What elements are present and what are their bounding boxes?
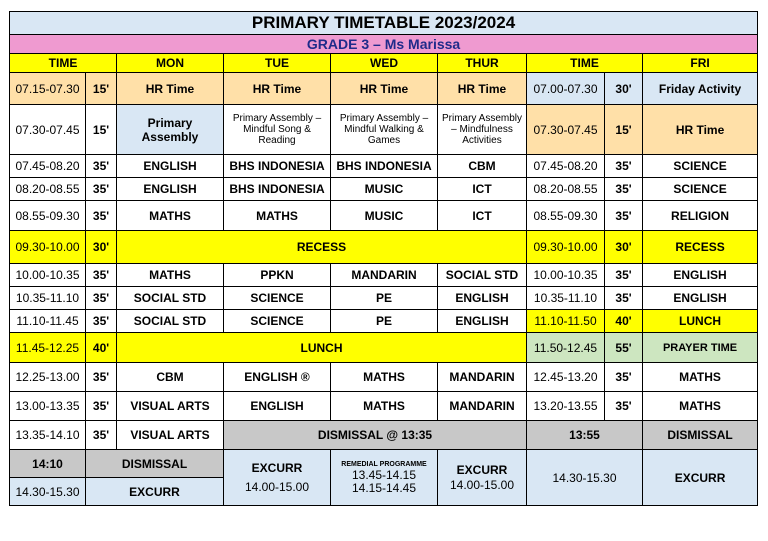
fri-duration-cell: 35' <box>605 363 643 392</box>
time-cell: 08.20-08.55 <box>10 178 86 201</box>
wed-cell: MATHS <box>331 363 438 392</box>
fri-time-cell: 10.00-10.35 <box>527 264 605 287</box>
fri-time-cell: 12.45-13.20 <box>527 363 605 392</box>
fri-duration-cell: 55' <box>605 333 643 363</box>
fri-time-cell: 10.35-11.10 <box>527 287 605 310</box>
table-row <box>10 201 758 231</box>
wed-cell: MATHS <box>331 392 438 421</box>
fri-time-cell: 07.45-08.20 <box>527 155 605 178</box>
thur-excurr-cell <box>438 450 527 506</box>
header-row <box>10 54 758 73</box>
duration-cell: 35' <box>86 310 117 333</box>
duration-cell: 35' <box>86 392 117 421</box>
mon-cell: ENGLISH <box>117 178 224 201</box>
wed-cell: MANDARIN <box>331 264 438 287</box>
wed-cell: HR Time <box>331 73 438 105</box>
wed-cell: PE <box>331 287 438 310</box>
fri-duration-cell: 35' <box>605 264 643 287</box>
time-cell: 07.30-07.45 <box>10 105 86 155</box>
tue-cell: MATHS <box>224 201 331 231</box>
duration-cell: 35' <box>86 421 117 450</box>
tue-cell: Primary Assembly – Mindful Song & Reading <box>224 105 331 155</box>
tue-cell: BHS INDONESIA <box>224 178 331 201</box>
time-cell: 08.55-09.30 <box>10 201 86 231</box>
tue-excurr-cell <box>224 450 331 506</box>
header-wed: WED <box>331 54 438 73</box>
fri-duration-cell: 35' <box>605 155 643 178</box>
duration-cell: 40' <box>86 333 117 363</box>
time-cell: 14.30-15.30 <box>10 478 86 506</box>
mon-cell: Primary Assembly <box>117 105 224 155</box>
table-row <box>10 178 758 201</box>
fri-duration-cell: 35' <box>605 178 643 201</box>
mon-cell: SOCIAL STD <box>117 310 224 333</box>
header-time: TIME <box>10 54 117 73</box>
duration-cell: 15' <box>86 105 117 155</box>
fri-time-cell: 11.50-12.45 <box>527 333 605 363</box>
table-row <box>10 421 758 450</box>
mon-cell: HR Time <box>117 73 224 105</box>
wed-cell: PE <box>331 310 438 333</box>
fri-cell: MATHS <box>643 363 758 392</box>
table-row <box>10 392 758 421</box>
header-time-fri: TIME <box>527 54 643 73</box>
excurr-time: 14.00-15.00 <box>244 479 310 494</box>
header-fri: FRI <box>643 54 758 73</box>
mon-cell: VISUAL ARTS <box>117 421 224 450</box>
excurr-cell: EXCURR <box>86 478 224 506</box>
fri-time-cell: 13:55 <box>527 421 643 450</box>
fri-excurr-cell: EXCURR <box>643 450 758 506</box>
fri-time-cell: 08.20-08.55 <box>527 178 605 201</box>
fri-time-cell: 08.55-09.30 <box>527 201 605 231</box>
fri-duration-cell: 30' <box>605 231 643 264</box>
time-cell: 10.35-11.10 <box>10 287 86 310</box>
timetable <box>9 11 758 506</box>
header-tue: TUE <box>224 54 331 73</box>
thur-cell: HR Time <box>438 73 527 105</box>
time-cell: 13.00-13.35 <box>10 392 86 421</box>
dismissal-cell: DISMISSAL <box>86 450 224 478</box>
wed-cell: BHS INDONESIA <box>331 155 438 178</box>
time-cell: 11.45-12.25 <box>10 333 86 363</box>
fri-cell: SCIENCE <box>643 178 758 201</box>
thur-cell: ENGLISH <box>438 287 527 310</box>
fri-time-cell: 14.30-15.30 <box>527 450 643 506</box>
page-title: PRIMARY TIMETABLE 2023/2024 <box>10 12 758 35</box>
thur-cell: ICT <box>438 178 527 201</box>
remedial-time-2: 14.15-14.45 <box>351 480 417 495</box>
fri-time-cell: 13.20-13.55 <box>527 392 605 421</box>
wed-cell: Primary Assembly – Mindful Walking & Games <box>331 105 438 155</box>
fri-cell: SCIENCE <box>643 155 758 178</box>
time-cell: 07.45-08.20 <box>10 155 86 178</box>
duration-cell: 35' <box>86 363 117 392</box>
recess-cell: RECESS <box>117 231 527 264</box>
excurr-label: EXCURR <box>456 462 508 477</box>
thur-cell: Primary Assembly – Mindfulness Activities <box>438 105 527 155</box>
fri-cell: MATHS <box>643 392 758 421</box>
duration-cell: 35' <box>86 201 117 231</box>
tue-cell: SCIENCE <box>224 310 331 333</box>
mon-cell: ENGLISH <box>117 155 224 178</box>
duration-cell: 35' <box>86 178 117 201</box>
fri-cell: RELIGION <box>643 201 758 231</box>
table-row <box>10 155 758 178</box>
excurr-label: EXCURR <box>251 460 303 475</box>
fri-time-cell: 07.30-07.45 <box>527 105 605 155</box>
wed-remedial-cell <box>331 450 438 506</box>
fri-duration-cell: 35' <box>605 201 643 231</box>
tue-cell: BHS INDONESIA <box>224 155 331 178</box>
time-cell: 09.30-10.00 <box>10 231 86 264</box>
remedial-time-1: 13.45-14.15 <box>351 467 417 482</box>
grade-label: GRADE 3 – Ms Marissa <box>10 35 758 54</box>
excurr-time: 14.00-15.00 <box>449 477 515 492</box>
fri-duration-cell: 35' <box>605 287 643 310</box>
time-cell: 10.00-10.35 <box>10 264 86 287</box>
tue-cell: ENGLISH <box>224 392 331 421</box>
fri-duration-cell: 30' <box>605 73 643 105</box>
duration-cell: 30' <box>86 231 117 264</box>
dismissal-1335-cell: DISMISSAL @ 13:35 <box>224 421 527 450</box>
thur-cell: ICT <box>438 201 527 231</box>
fri-cell: ENGLISH <box>643 264 758 287</box>
tue-cell: PPKN <box>224 264 331 287</box>
table-row <box>10 287 758 310</box>
fri-cell: RECESS <box>643 231 758 264</box>
remedial-label: REMEDIAL PROGRAMME <box>341 460 427 468</box>
time-cell: 12.25-13.00 <box>10 363 86 392</box>
time-cell: 13.35-14.10 <box>10 421 86 450</box>
duration-cell: 35' <box>86 155 117 178</box>
fri-time-cell: 11.10-11.50 <box>527 310 605 333</box>
wed-cell: MUSIC <box>331 178 438 201</box>
lunch-cell: LUNCH <box>117 333 527 363</box>
thur-cell: MANDARIN <box>438 363 527 392</box>
duration-cell: 15' <box>86 73 117 105</box>
tue-cell: SCIENCE <box>224 287 331 310</box>
tue-cell: HR Time <box>224 73 331 105</box>
fri-cell: HR Time <box>643 105 758 155</box>
thur-cell: SOCIAL STD <box>438 264 527 287</box>
fri-duration-cell: 35' <box>605 392 643 421</box>
fri-duration-cell: 15' <box>605 105 643 155</box>
mon-cell: VISUAL ARTS <box>117 392 224 421</box>
mon-cell: SOCIAL STD <box>117 287 224 310</box>
mon-cell: CBM <box>117 363 224 392</box>
table-row <box>10 363 758 392</box>
header-thur: THUR <box>438 54 527 73</box>
duration-cell: 35' <box>86 264 117 287</box>
table-row <box>10 310 758 333</box>
fri-cell: ENGLISH <box>643 287 758 310</box>
tue-cell: ENGLISH ® <box>224 363 331 392</box>
table-row <box>10 231 758 264</box>
table-row <box>10 264 758 287</box>
time-cell: 11.10-11.45 <box>10 310 86 333</box>
fri-cell: Friday Activity <box>643 73 758 105</box>
duration-cell: 35' <box>86 287 117 310</box>
table-row <box>10 73 758 105</box>
fri-time-cell: 07.00-07.30 <box>527 73 605 105</box>
fri-cell: PRAYER TIME <box>643 333 758 363</box>
fri-cell: DISMISSAL <box>643 421 758 450</box>
timetable-container <box>9 11 758 506</box>
thur-cell: MANDARIN <box>438 392 527 421</box>
time-cell: 07.15-07.30 <box>10 73 86 105</box>
mon-cell: MATHS <box>117 264 224 287</box>
fri-cell: LUNCH <box>643 310 758 333</box>
table-row <box>10 333 758 363</box>
header-mon: MON <box>117 54 224 73</box>
fri-time-cell: 09.30-10.00 <box>527 231 605 264</box>
time-cell: 14:10 <box>10 450 86 478</box>
table-row <box>10 105 758 155</box>
table-row <box>10 450 758 478</box>
fri-duration-cell: 40' <box>605 310 643 333</box>
wed-cell: MUSIC <box>331 201 438 231</box>
mon-cell: MATHS <box>117 201 224 231</box>
thur-cell: CBM <box>438 155 527 178</box>
thur-cell: ENGLISH <box>438 310 527 333</box>
